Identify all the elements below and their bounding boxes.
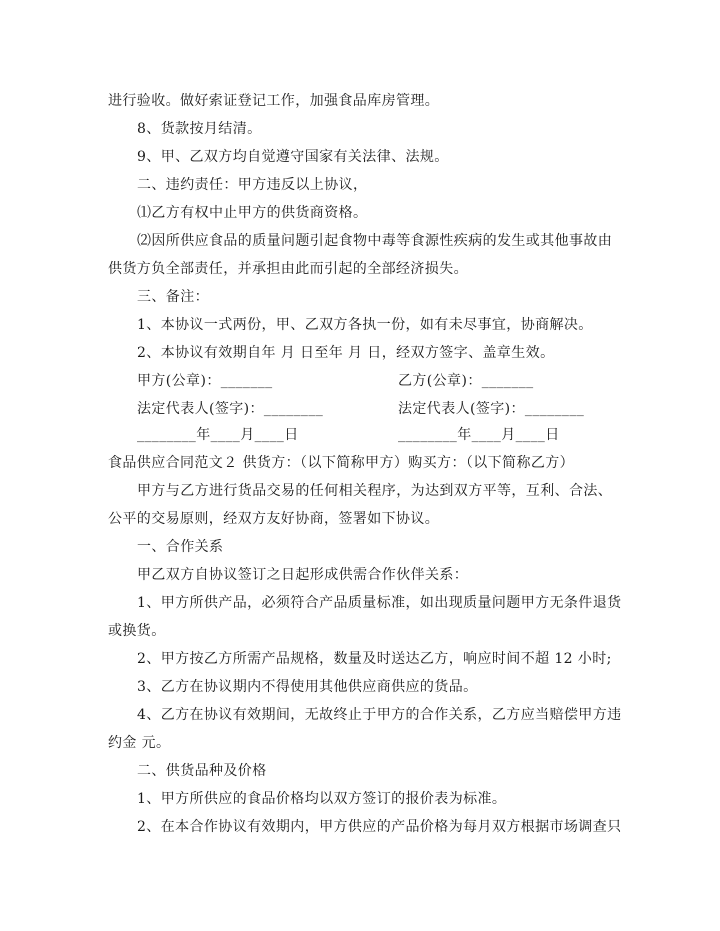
text-line: 9、甲、乙双方均自觉遵守国家有关法律、法规。	[137, 149, 449, 165]
party-b-date: ________年____月____日	[398, 427, 560, 443]
text-line: 8、货款按月结清。	[137, 121, 262, 137]
section-heading: 二、供货品种及价格	[137, 763, 267, 779]
text-line: 进行验收。做好索证登记工作，加强食品库房管理。	[108, 93, 440, 109]
document-title: 食品供应合同范文２ 供货方：（以下简称甲方）购买方：（以下简称乙方）	[108, 455, 575, 471]
text-line: 2、本协议有效期自年 月 日至年 月 日，经双方签字、盖章生效。	[137, 345, 555, 361]
text-line: 公平的交易原则，经双方友好协商，签署如下协议。	[108, 511, 440, 527]
text-line: 1、甲方所供应的食品价格均以双方签订的报价表为标准。	[137, 791, 507, 807]
text-line: 2、甲方按乙方所需产品规格，数量及时送达乙方，响应时间不超 12 小时;	[137, 651, 612, 667]
section-heading: 二、违约责任：甲方违反以上协议，	[137, 177, 368, 193]
text-line: 或换货。	[108, 623, 166, 639]
text-line: 2、在本合作协议有效期内，甲方供应的产品价格为每月双方根据市场调查只	[137, 819, 622, 835]
section-heading: 三、备注：	[137, 289, 209, 305]
party-a-representative: 法定代表人(签字)：________	[137, 401, 324, 417]
party-a-date: ________年____月____日	[137, 427, 299, 443]
text-line: ⑴乙方有权中止甲方的供货商资格。	[137, 205, 368, 221]
text-line: 4、乙方在协议有效期间，无故终止于甲方的合作关系，乙方应当赔偿甲方违	[137, 707, 622, 723]
text-line: 甲方与乙方进行货品交易的任何相关程序，为达到双方平等，互利、合法、	[137, 483, 613, 499]
section-heading: 一、合作关系	[137, 539, 224, 555]
party-b-representative: 法定代表人(签字)：________	[398, 401, 585, 417]
text-line: ⑵因所供应食品的质量问题引起食物中毒等食源性疾病的发生或其他事故由	[137, 233, 613, 249]
text-line: 甲乙双方自协议签订之日起形成供需合作伙伴关系：	[137, 567, 469, 583]
text-line: 供货方负全部责任，并承担由此而引起的全部经济损失。	[108, 261, 468, 277]
party-b-seal: 乙方(公章)：_______	[398, 373, 534, 389]
text-line: 约金 元。	[108, 735, 171, 751]
text-line: 1、甲方所供产品，必须符合产品质量标准，如出现质量问题甲方无条件退货	[137, 595, 622, 611]
party-a-seal: 甲方(公章)：_______	[137, 373, 273, 389]
text-line: 3、乙方在协议期内不得使用其他供应商供应的货品。	[137, 679, 478, 695]
text-line: 1、本协议一式两份，甲、乙双方各执一份，如有未尽事宜，协商解决。	[137, 317, 593, 333]
